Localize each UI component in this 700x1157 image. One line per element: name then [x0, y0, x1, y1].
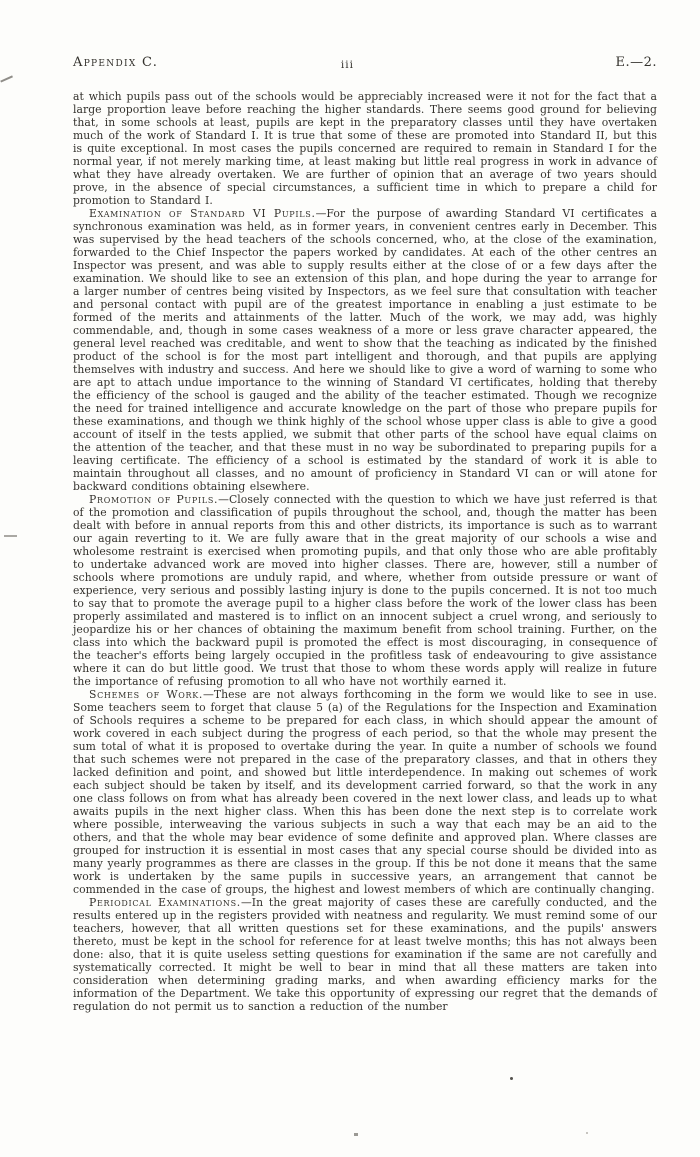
- document-body: [73, 90, 657, 1013]
- scan-artifact-speck: [586, 1132, 588, 1134]
- section-heading-examination: Examination of Standard VI Pupils.: [89, 207, 316, 220]
- paragraph-continuation-text: at which pupils pass out of the schools would be appreciably increased were it not for the fact that a large proportion leave before reaching the higher standards. There seems good ground for believing that, in some schools at least, pupils are kept in the preparatory classes until they have overtaken much of the work of Standard I. It is true that some of these are promoted into Standard II, but this is quite exceptional. In most cases the pupils concerned are required to remain in Standard I for the normal year, if not merely marking time, at least making but little real progress in work in advance of what they have already overtaken. We are further of opinion that an average of two years should prove, in the absence of special circumstances, a sufficient time in which to prepare a child for promotion to Standard I.: [73, 90, 657, 207]
- paragraph-examination-standard-vi: [73, 207, 657, 493]
- page-header: [73, 55, 657, 73]
- paragraph-promotion-text: —Closely connected with the question to which we have just referred is that of the promotion and classification of pupils throughout the school, and, though the matter has been dealt with before in annual reports from this and other districts, its importance is such as to warrant our again reverting to it. We are fully aware that in the great majority of our schools a wise and wholesome restraint is exercised when promoting pupils, and that only those who are able profitably to undertake advanced work are moved into higher classes. There are, however, still a number of schools where promotions are unduly rapid, and where, whether from outside pressure or want of experience, very serious and possibly lasting injury is done to the pupils concerned. It is not too much to say that to promote the average pupil to a higher class before the work of the lower class has been properly assimilated and mastered is to inflict on an innocent subject a cruel wrong, and seriously to jeopardize his or her chances of obtaining the maximum benefit from school training. Further, on the class into which the backward pupil is promoted the effect is most discouraging, in consequence of the teacher's efforts being largely occupied in the profitless task of endeavouring to give assistance where it can do but little good. We trust that those to whom these words apply will realize in future the importance of refusing promotion to all who have not worthily earned it.: [73, 493, 657, 688]
- paragraph-schemes-text: —These are not always forthcoming in the form we would like to see in use. Some teachers seem to forget that clause 5 (a) of the Regulations for the Inspection and Examination of Schools requires a scheme to be prepared for each class, in which should appear the amount of work covered in each subject during the progress of each period, so that the whole may present the sum total of what it is proposed to overtake during the year. In quite a number of schools we found that such schemes were not prepared in the case of the preparatory classes, and that in others they lacked definition and point, and showed but little interdependence. In making out schemes of work each subject should be taken by itself, and its development carried forward, so that the work in any one class follows on from what has already been covered in the next lower class, and leads up to what awaits pupils in the next higher class. When this has been done the next step is to correlate work where possible, interweaving the various subjects in such a way that each may be an aid to the others, and that the whole may bear evidence of some definite and approved plan. Where classes are grouped for instruction it is essential in most cases that any special course should be divided into as many yearly programmes as there are classes in the group. If this be not done it means that the same work is undertaken by the same pupils in successive years, an arrangement that cannot be commended in the case of groups, the highest and lowest members of which are continually changing.: [73, 688, 657, 896]
- section-heading-periodical: Periodical Examinations.: [89, 896, 241, 909]
- section-heading-schemes: Schemes of Work.: [89, 688, 204, 701]
- appendix-label: Appendix C.: [73, 55, 159, 70]
- scan-artifact-footer-dot: [510, 1077, 513, 1080]
- document-code: E.—2.: [615, 55, 657, 70]
- paragraph-continuation: [73, 90, 657, 207]
- scan-artifact-top-left-mark: [0, 75, 12, 82]
- section-heading-promotion: Promotion of Pupils.: [89, 493, 219, 506]
- paragraph-promotion-of-pupils: [73, 493, 657, 688]
- paragraph-periodical-text: —In the great majority of cases these are carefully conducted, and the results entered up in the registers provided with neatness and regularity. We must remind some of our teachers, however, that all written questions set for these examinations, and the pupils' answers thereto, must be kept in the school for reference for at least twelve months; this has not always been done: also, that it is quite useless setting questions for examination if the same are not carefully and systematically corrected. It might be well to bear in mind that all these matters are taken into consideration when determining grading marks, and when awarding efficiency marks for the information of the Department. We take this opportunity of expressing our regret that the demands of regulation do not permit us to sanction a reduction of the number: [73, 896, 657, 1013]
- paragraph-schemes-of-work: [73, 688, 657, 896]
- paragraph-examination-text: —For the purpose of awarding Standard VI certificates a synchronous examination was held, as in former years, in convenient centres early in December. This was supervised by the head teachers of the schools concerned, who, at the close of the examination, forwarded to the Chief Inspector the papers worked by candidates. At each of the other centres an Inspector was present, and was able to supply results either at the close of or a few days after the examination. We should like to see an extension of this plan, and hope during the year to arrange for a larger number of centres being visited by Inspectors, as we feel sure that consultation with teacher and personal contact with pupil are of the greatest importance in enabling a just estimate to be formed of the merits and attainments of the latter. Much of the work, we may add, was highly commendable, and, though in some cases weakness of a more or less grave character appeared, the general level reached was creditable, and went to show that the teaching as indicated by the finished product of the school is for the most part intelligent and thorough, and that pupils are applying themselves with industry and success. And here we should like to give a word of warning to some who are apt to attach undue importance to the winning of Standard VI certificates, holding that thereby the efficiency of the school is gauged and the ability of the teacher estimated. Though we recognize the need for trained intelligence and accurate knowledge on the part of those who prepare pupils for these examinations, and though we think highly of the school whose upper class is able to give a good account of itself in the tests applied, we submit that other parts of the school have equal claims on the attention of the teacher, and that these must in no way be subordinated to preparing pupils for a leaving certificate. The efficiency of a school is estimated by the standard of work it is able to maintain throughout all classes, and no amount of proficiency in Standard VI can or will atone for backward conditions obtaining elsewhere.: [73, 207, 657, 493]
- paragraph-periodical-examinations: [73, 896, 657, 1013]
- scan-artifact-speck: [354, 1133, 358, 1136]
- scan-artifact-margin-dash: [4, 535, 17, 537]
- folio-page-number: iii: [340, 59, 355, 71]
